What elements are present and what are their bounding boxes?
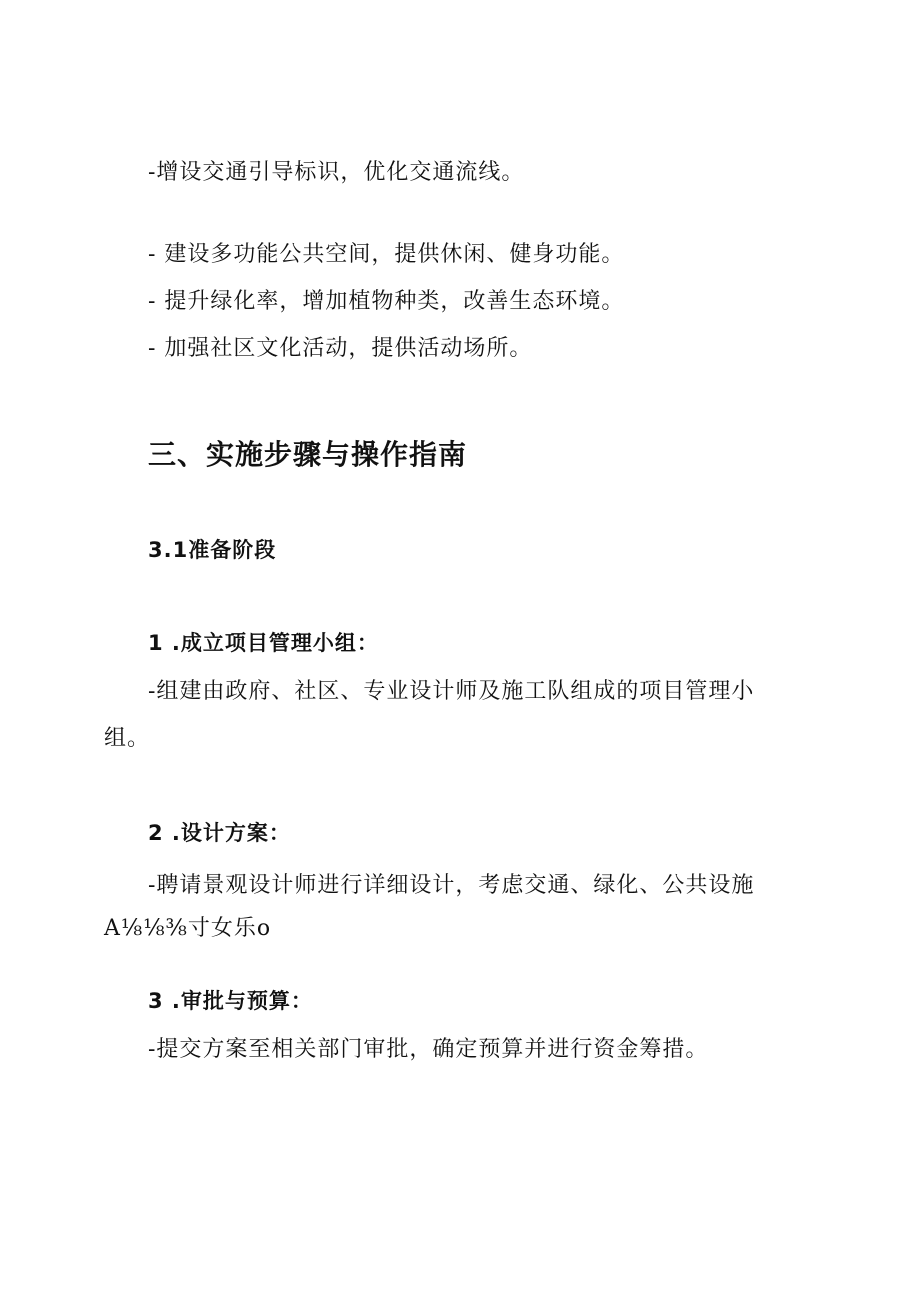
item-desc-project-team-cont: 组。 [104, 726, 151, 751]
item-title-project-team: 1 .成立项目管理小组： [148, 631, 379, 655]
item-desc-design-plan-cont: A⅛⅛⅜寸女乐o [104, 916, 272, 941]
bullet-traffic-guidance: -增设交通引导标识，优化交通流线。 [148, 160, 525, 185]
item-desc-design-plan: -聘请景观设计师进行详细设计，考虑交通、绿化、公共设施 [148, 873, 755, 898]
item-title-approval-budget: 3 .审批与预算： [148, 989, 313, 1013]
bullet-greening: - 提升绿化率，增加植物种类，改善生态环境。 [148, 289, 625, 314]
subsection-heading: 3.1准备阶段 [148, 538, 277, 562]
bullet-community-culture: - 加强社区文化活动，提供活动场所。 [148, 336, 533, 361]
item-desc-approval-budget: -提交方案至相关部门审批，确定预算并进行资金筹措。 [148, 1037, 709, 1062]
item-title-design-plan: 2 .设计方案： [148, 821, 291, 845]
bullet-public-space: - 建设多功能公共空间，提供休闲、健身功能。 [148, 242, 625, 267]
section-heading: 三、实施步骤与操作指南 [148, 438, 468, 471]
item-desc-project-team: -组建由政府、社区、专业设计师及施工队组成的项目管理小 [148, 679, 755, 704]
